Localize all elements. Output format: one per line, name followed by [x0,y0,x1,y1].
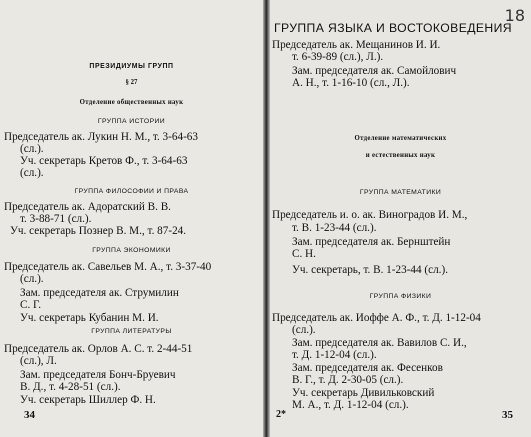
page-number-left: 34 [24,409,35,421]
physics-secretary: Уч. секретарь Дивильковский [292,387,435,399]
physics-deputy-1: Зам. председателя ак. Вавилов С. И., [292,337,467,349]
section-heading: Отделение общественных наук [79,99,184,106]
math-chair-cont: т. В. 1-23-44 (сл.). [292,222,377,234]
group-heading-linguistics: ГРУППА ЯЗЫКА И ВОСТОКОВЕДЕНИЯ [274,21,512,35]
economics-secretary: Уч. секретарь Кубанин М. И. [20,312,159,324]
history-secretary: Уч. секретарь Кретов Ф., т. 3-64-63 [20,155,188,167]
group-heading-philosophy: ГРУППА ФИЛОСОФИИ И ПРАВА [74,188,189,195]
group-heading-math: ГРУППА МАТЕМАТИКИ [359,189,442,196]
book-gutter [263,0,270,437]
linguistics-chair-cont: т. 6-39-89 (сл.), Л.). [292,51,384,63]
literature-chair: Председатель ак. Орлов А. С. т. 2-44-51 [4,343,193,355]
handwritten-mark: 18 [504,6,525,25]
economics-deputy-cont: С. Г. [20,299,42,311]
signature-mark: 2* [276,409,286,420]
paragraph-number: § 27 [125,79,138,86]
section-heading-math-line1: Отделение математических [354,135,447,142]
linguistics-chair: Председатель ак. Мещанинов И. И. [272,39,441,51]
group-heading-literature: ГРУППА ЛИТЕРАТУРЫ [91,328,172,335]
philosophy-secretary: Уч. секретарь Познер В. М., т. 87-24. [10,225,187,237]
page-title: ПРЕЗИДИУМЫ ГРУПП [89,63,174,70]
linguistics-deputy: Зам. председателя ак. Самойлович [292,65,457,77]
math-secretary: Уч. секретарь, т. В. 1-23-44 (сл.). [292,264,448,276]
history-secretary-cont: (сл.). [20,167,44,179]
literature-secretary: Уч. секретарь Шиллер Ф. Н. [20,394,156,406]
economics-chair-cont: (сл.). [20,273,44,285]
philosophy-chair: Председатель ак. Адоратский В. В. [4,201,171,213]
physics-deputy-2-cont: В. Г., т. Д. 2-30-05 (сл.). [292,374,404,386]
economics-deputy: Зам. председателя ак. Струмилин [20,287,179,299]
literature-deputy-cont: В. Д., т. 4-28-51 (сл.). [20,381,121,393]
page-number-right: 35 [502,409,513,421]
section-heading-math-line2: и естественных наук [365,152,436,159]
literature-chair-cont: (сл.), Л. [20,355,57,367]
physics-chair-cont: (сл.). [292,324,316,336]
physics-secretary-cont: М. А., т. Д. 1-12-04 (сл.). [292,399,409,411]
left-page [0,0,263,437]
linguistics-deputy-cont: А. Н., т. 1-16-10 (сл., Л.). [292,77,410,89]
physics-deputy-2: Зам. председателя ак. Фесенков [292,362,443,374]
group-heading-history: ГРУППА ИСТОРИИ [97,118,166,125]
history-chair-cont: (сл.). [20,143,44,155]
philosophy-chair-cont: т. 3-88-71 (сл.). [20,213,92,225]
group-heading-economics: ГРУППА ЭКОНОМИКИ [92,247,171,254]
right-page [270,0,531,437]
math-chair: Председатель и. о. ак. Виноградов И. М., [272,209,468,221]
literature-deputy: Зам. председателя Бонч-Бруевич [20,369,176,381]
math-deputy: Зам. председателя ак. Бернштейн [292,236,451,248]
physics-chair: Председатель ак. Иоффе А. Ф., т. Д. 1-12-04 [272,312,481,324]
group-heading-physics: ГРУППА ФИЗИКИ [369,293,432,300]
math-deputy-cont: С. Н. [292,248,316,260]
history-chair: Председатель ак. Лукин Н. М., т. 3-64-63 [4,131,198,143]
economics-chair: Председатель ак. Савельев М. А., т. 3-37-40 [4,261,212,273]
physics-deputy-1-cont: т. Д. 1-12-04 (сл.). [292,349,377,361]
